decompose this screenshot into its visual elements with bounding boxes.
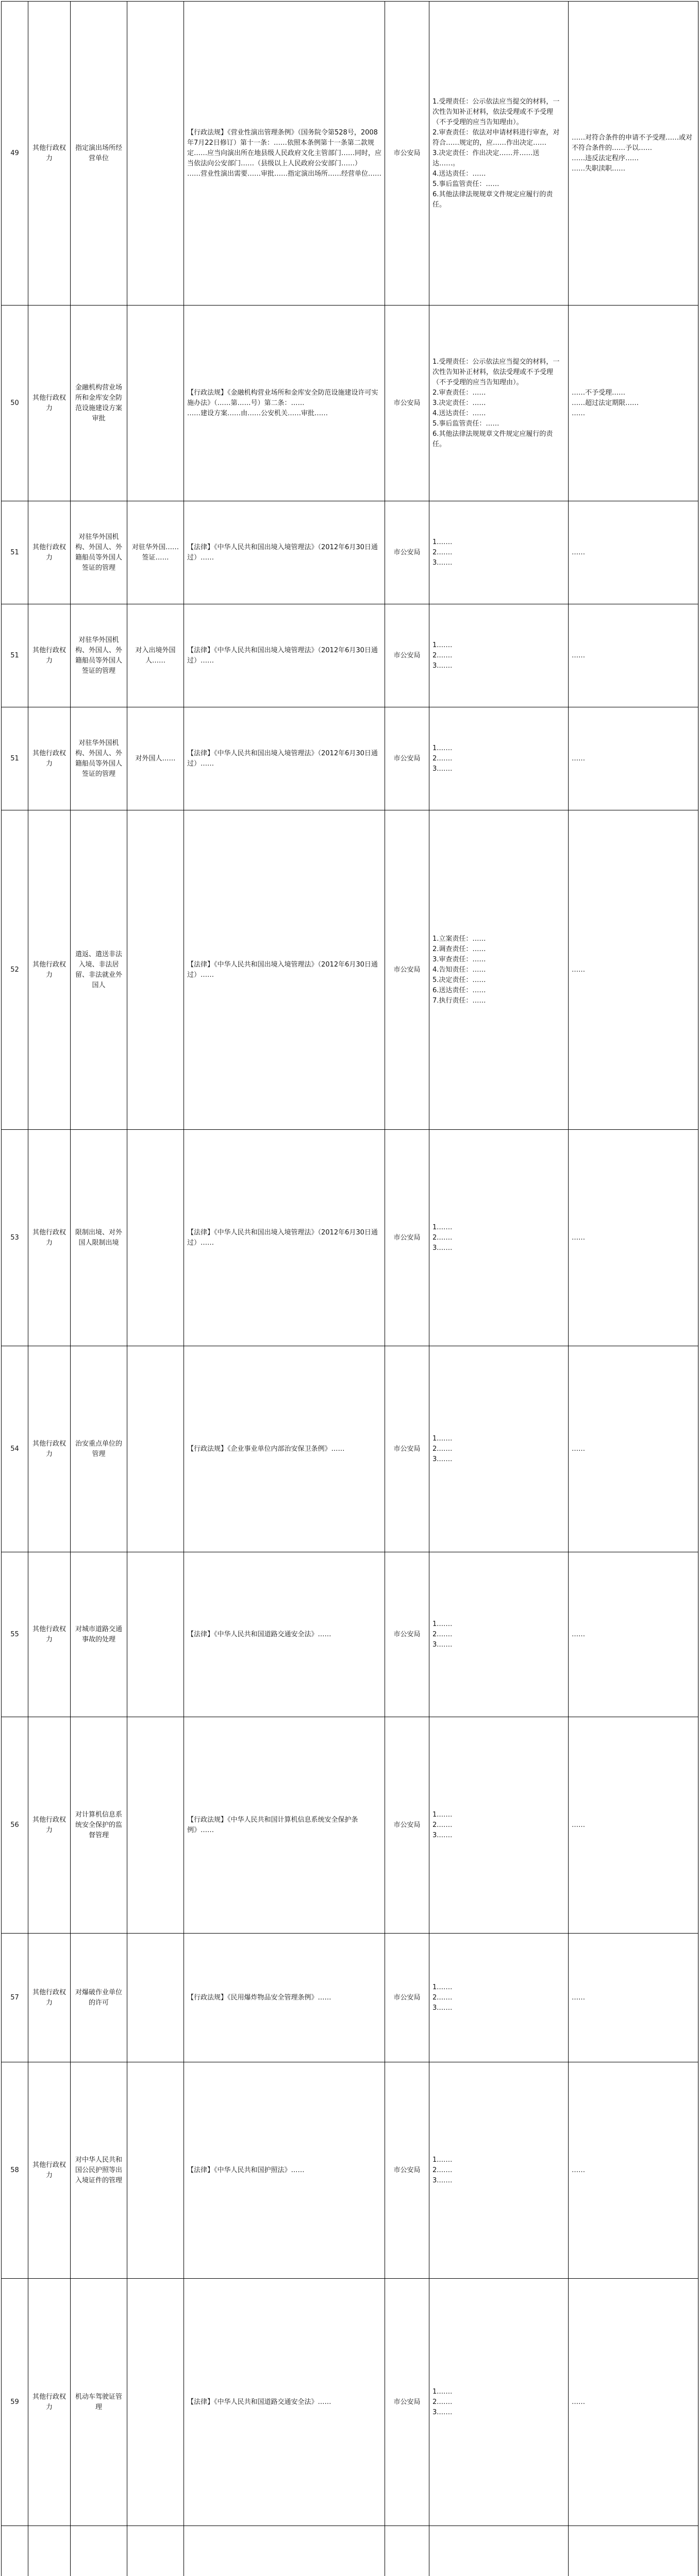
responsibility-cell-line: 3.…… — [432, 1244, 453, 1252]
power-name-cell — [71, 2526, 127, 2576]
responsibility-cell-line: 1.受理责任：公示依法应当提交的材料，一次性告知补正材料，依法受理或不予受理（不予受理的应当告知理由）。 — [432, 97, 560, 126]
legal-basis-cell — [184, 2279, 385, 2526]
responsibility-cell-line: 1.…… — [432, 2156, 453, 2164]
sub-item-cell — [127, 810, 184, 1130]
legal-basis-cell-line: 【行政法规】《民用爆炸物品安全管理条例》…… — [187, 1993, 331, 2002]
accountability-cell — [569, 306, 698, 501]
sub-item-cell — [127, 1934, 184, 2062]
responsibility-cell-line: 2.…… — [432, 2398, 453, 2406]
responsibility-cell-line: 1.…… — [432, 744, 453, 752]
power-name-cell: 指定演出场所经营单位 — [71, 2, 127, 306]
legal-basis-cell-line: 【法律】《中华人民共和国道路交通安全法》…… — [187, 2398, 331, 2406]
responsibility-cell-line: 3.决定责任：作出决定……并……送达……。 — [432, 149, 540, 167]
table-row — [2, 707, 698, 810]
responsibility-cell-line: 2.…… — [432, 1233, 453, 1242]
table-row — [2, 2062, 698, 2279]
table-row — [2, 1346, 698, 1552]
table-row — [2, 604, 698, 707]
responsibility-cell-line: 2.调查责任：…… — [432, 945, 486, 953]
power-type-cell: 其他行政权力 — [28, 810, 71, 1130]
responsibility-cell-line: 6.送达责任：…… — [432, 986, 486, 994]
responsibility-cell — [429, 1717, 569, 1934]
department-cell: 市公安局 — [385, 1346, 429, 1552]
accountability-cell — [569, 1552, 698, 1717]
power-name-cell: 机动车驾驶证管理 — [71, 2279, 127, 2526]
sub-item-cell — [127, 2279, 184, 2526]
responsibility-cell-line: 4.送达责任：…… — [432, 409, 486, 417]
responsibility-cell — [429, 1346, 569, 1552]
responsibility-cell-line: 2.…… — [432, 1445, 453, 1453]
table-row — [2, 1717, 698, 1934]
sub-item-cell — [127, 306, 184, 501]
legal-basis-cell-line: 【行政法规】《企业事业单位内部治安保卫条例》…… — [187, 1445, 345, 1453]
responsibility-cell-line: 2.审查责任：…… — [432, 388, 486, 397]
accountability-cell — [569, 2062, 698, 2279]
row-number-cell: 49 — [2, 2, 28, 306]
responsibility-cell-line: 1.受理责任：公示依法应当提交的材料，一次性告知补正材料，依法受理或不予受理（不予受理的应当告知理由）。 — [432, 358, 560, 386]
responsibility-cell — [429, 306, 569, 501]
responsibility-cell-line: 1.…… — [432, 538, 453, 546]
power-name-cell: 遣返、遣送非法入境、非法居留、非法就业外国人 — [71, 810, 127, 1130]
power-name-cell: 治安重点单位的管理 — [71, 1346, 127, 1552]
accountability-cell — [569, 2279, 698, 2526]
legal-basis-cell-line: 【行政法规】《营业性演出管理条例》（国务院令第528号，2008年7月22日修订）第十一条：……依照本条例第十一条第二款规定……应当向演出所在地县级人民政府文化主管部门……同时，应当依法向公安部门……（县级以上人民政府公安部门……） — [187, 128, 382, 167]
accountability-cell-line: ……对符合条件的申请不予受理……或对不符合条件的……予以…… — [572, 133, 693, 152]
responsibility-cell-line: 3.…… — [432, 2004, 453, 2012]
legal-basis-cell — [184, 306, 385, 501]
table-row — [2, 1130, 698, 1346]
accountability-cell-line: …… — [572, 965, 585, 974]
legal-basis-cell — [184, 2, 385, 306]
legal-basis-cell-line: 【法律】《中华人民共和国道路交通安全法》…… — [187, 1630, 331, 1638]
accountability-cell-line: …… — [572, 1445, 585, 1453]
power-type-cell: 其他行政权力 — [28, 707, 71, 810]
row-number-cell: 51 — [2, 707, 28, 810]
responsibility-cell-line: 1.…… — [432, 641, 453, 649]
power-type-cell: 其他行政权力 — [28, 2279, 71, 2526]
department-cell: 市公安局 — [385, 2062, 429, 2279]
accountability-cell — [569, 2, 698, 306]
responsibility-cell-line: 2.审查责任：依法对申请材料进行审查，对符合……规定的，应……作出决定…… — [432, 128, 560, 147]
power-type-cell: 其他行政权力 — [28, 1346, 71, 1552]
sub-item-cell: 对驻华外国……签证…… — [127, 501, 184, 604]
responsibility-cell-line: 1.…… — [432, 2387, 453, 2396]
power-list-table — [1, 1, 698, 2576]
power-type-cell: 其他行政权力 — [28, 604, 71, 707]
power-type-cell: 其他行政权力 — [28, 2, 71, 306]
legal-basis-cell-line: 【行政法规】《金融机构营业场所和金库安全防范设施建设许可实施办法》（……第……号）第二条：…… — [187, 388, 378, 407]
responsibility-cell — [429, 1552, 569, 1717]
department-cell: 市公安局 — [385, 501, 429, 604]
accountability-cell-line: …… — [572, 548, 585, 556]
power-type-cell — [28, 2526, 71, 2576]
responsibility-cell-line: 2.…… — [432, 548, 453, 556]
responsibility-cell-line: 3.审查责任：…… — [432, 955, 486, 963]
accountability-cell-line: …… — [572, 409, 585, 417]
responsibility-cell — [429, 810, 569, 1130]
legal-basis-cell-line: 【法律】《中华人民共和国出境入境管理法》（2012年6月30日通过）…… — [187, 646, 378, 665]
responsibility-cell-line: 3.…… — [432, 662, 453, 670]
legal-basis-cell — [184, 810, 385, 1130]
department-cell: 市公安局 — [385, 1552, 429, 1717]
legal-basis-cell — [184, 707, 385, 810]
power-type-cell: 其他行政权力 — [28, 2062, 71, 2279]
row-number-cell — [2, 2526, 28, 2576]
power-name-cell: 对驻华外国机构、外国人、外籍船员等外国人签证的管理 — [71, 707, 127, 810]
responsibility-cell-line: 3.…… — [432, 2408, 453, 2416]
legal-basis-cell — [184, 1934, 385, 2062]
accountability-cell — [569, 1346, 698, 1552]
department-cell: 市公安局 — [385, 306, 429, 501]
department-cell: 市公安局 — [385, 604, 429, 707]
accountability-cell — [569, 707, 698, 810]
responsibility-cell-line: 6.其他法律法规规章文件规定应履行的责任。 — [432, 430, 553, 448]
table-row — [2, 1934, 698, 2062]
accountability-cell — [569, 1130, 698, 1346]
responsibility-cell-line: 4.告知责任：…… — [432, 965, 486, 974]
responsibility-cell-line: 1.…… — [432, 1620, 453, 1628]
responsibility-cell — [429, 2279, 569, 2526]
accountability-cell-line: …… — [572, 651, 585, 659]
table-row — [2, 1552, 698, 1717]
responsibility-cell-line: 2.…… — [432, 1821, 453, 1829]
responsibility-cell-line: 2.…… — [432, 2166, 453, 2174]
power-type-cell: 其他行政权力 — [28, 501, 71, 604]
department-cell — [385, 2526, 429, 2576]
row-number-cell: 58 — [2, 2062, 28, 2279]
legal-basis-cell — [184, 2526, 385, 2576]
accountability-cell-line: …… — [572, 1821, 585, 1829]
department-cell: 市公安局 — [385, 810, 429, 1130]
sub-item-cell — [127, 1717, 184, 1934]
table-row — [2, 2, 698, 306]
accountability-cell — [569, 810, 698, 1130]
department-cell: 市公安局 — [385, 2, 429, 306]
sub-item-cell — [127, 1130, 184, 1346]
responsibility-cell-line: 3.…… — [432, 1640, 453, 1649]
department-cell: 市公安局 — [385, 2279, 429, 2526]
accountability-cell-line: ……违反法定程序…… — [572, 154, 639, 162]
power-type-cell: 其他行政权力 — [28, 1552, 71, 1717]
sub-item-cell — [127, 1552, 184, 1717]
accountability-cell — [569, 501, 698, 604]
responsibility-cell — [429, 1934, 569, 2062]
accountability-cell — [569, 604, 698, 707]
sub-item-cell — [127, 2526, 184, 2576]
power-type-cell: 其他行政权力 — [28, 1717, 71, 1934]
responsibility-cell-line: 1.…… — [432, 1983, 453, 1991]
responsibility-cell-line: 2.…… — [432, 1993, 453, 2002]
department-cell: 市公安局 — [385, 1934, 429, 2062]
table-row — [2, 501, 698, 604]
legal-basis-cell — [184, 2062, 385, 2279]
power-type-cell: 其他行政权力 — [28, 1934, 71, 2062]
responsibility-cell-line: 2.…… — [432, 1630, 453, 1638]
responsibility-cell-line: 3.…… — [432, 558, 453, 567]
power-name-cell: 对驻华外国机构、外国人、外籍船员等外国人签证的管理 — [71, 501, 127, 604]
row-number-cell: 55 — [2, 1552, 28, 1717]
sub-item-cell: 对外国人…… — [127, 707, 184, 810]
power-type-cell: 其他行政权力 — [28, 1130, 71, 1346]
row-number-cell: 54 — [2, 1346, 28, 1552]
legal-basis-cell — [184, 1346, 385, 1552]
responsibility-cell-line: 3.…… — [432, 765, 453, 773]
legal-basis-cell-line: 【行政法规】《中华人民共和国计算机信息系统安全保护条例》…… — [187, 1816, 358, 1834]
accountability-cell-line: …… — [572, 1630, 585, 1638]
legal-basis-cell-line: 【法律】《中华人民共和国出境入境管理法》（2012年6月30日通过）…… — [187, 960, 378, 979]
responsibility-cell-line: 3.…… — [432, 1831, 453, 1839]
accountability-cell — [569, 2526, 698, 2576]
table-row — [2, 2279, 698, 2526]
responsibility-cell-line: 5.事后监管责任：…… — [432, 180, 500, 188]
department-cell: 市公安局 — [385, 707, 429, 810]
responsibility-cell-line: 4.送达责任：…… — [432, 170, 486, 178]
responsibility-cell-line: 3.…… — [432, 2176, 453, 2184]
responsibility-cell-line: 7.执行责任：…… — [432, 996, 486, 1005]
table-row — [2, 306, 698, 501]
legal-basis-cell-line: 【法律】《中华人民共和国护照法》…… — [187, 2166, 305, 2174]
responsibility-cell-line: 1.…… — [432, 1434, 453, 1443]
row-number-cell: 52 — [2, 810, 28, 1130]
table-row — [2, 2526, 698, 2576]
accountability-cell-line: …… — [572, 2398, 585, 2406]
responsibility-cell — [429, 2, 569, 306]
responsibility-cell — [429, 2526, 569, 2576]
legal-basis-cell-line: 【法律】《中华人民共和国出境入境管理法》（2012年6月30日通过）…… — [187, 1228, 378, 1247]
legal-basis-cell — [184, 501, 385, 604]
accountability-cell-line: ……不予受理…… — [572, 388, 626, 397]
row-number-cell: 59 — [2, 2279, 28, 2526]
responsibility-cell-line: 1.…… — [432, 1223, 453, 1231]
legal-basis-cell — [184, 604, 385, 707]
row-number-cell: 50 — [2, 306, 28, 501]
sub-item-cell — [127, 1346, 184, 1552]
row-number-cell: 51 — [2, 604, 28, 707]
power-name-cell: 金融机构营业场所和金库安全防范设施建设方案审批 — [71, 306, 127, 501]
legal-basis-cell-line: ……营业性演出需要……审批……指定演出场所……经营单位…… — [187, 170, 382, 178]
row-number-cell: 56 — [2, 1717, 28, 1934]
power-name-cell: 对中华人民共和国公民护照等出入境证件的管理 — [71, 2062, 127, 2279]
row-number-cell: 53 — [2, 1130, 28, 1346]
legal-basis-cell-line: 【法律】《中华人民共和国出境入境管理法》（2012年6月30日通过）…… — [187, 749, 378, 768]
responsibility-cell — [429, 2062, 569, 2279]
row-number-cell: 57 — [2, 1934, 28, 2062]
accountability-cell-line: …… — [572, 1233, 585, 1242]
responsibility-cell — [429, 604, 569, 707]
accountability-cell-line: …… — [572, 1993, 585, 2002]
legal-basis-cell — [184, 1552, 385, 1717]
accountability-cell-line: ……失职渎职…… — [572, 164, 626, 173]
power-name-cell: 对驻华外国机构、外国人、外籍船员等外国人签证的管理 — [71, 604, 127, 707]
sub-item-cell — [127, 2, 184, 306]
responsibility-cell-line: 3.…… — [432, 1455, 453, 1463]
responsibility-cell-line: 1.…… — [432, 1810, 453, 1819]
power-name-cell: 限制出境、对外国人限制出境 — [71, 1130, 127, 1346]
responsibility-cell-line: 2.…… — [432, 754, 453, 762]
department-cell: 市公安局 — [385, 1130, 429, 1346]
legal-basis-cell-line: ……建设方案……由……公安机关……审批…… — [187, 409, 328, 417]
responsibility-cell-line: 3.决定责任：…… — [432, 399, 486, 407]
accountability-cell — [569, 1717, 698, 1934]
accountability-cell-line: …… — [572, 2166, 585, 2174]
responsibility-cell-line: 5.决定责任：…… — [432, 976, 486, 984]
legal-basis-cell-line: 【法律】《中华人民共和国出境入境管理法》（2012年6月30日通过）…… — [187, 543, 378, 562]
row-number-cell: 51 — [2, 501, 28, 604]
responsibility-cell-line: 1.立案责任：…… — [432, 935, 486, 943]
table-row — [2, 810, 698, 1130]
sub-item-cell: 对入出境外国人…… — [127, 604, 184, 707]
responsibility-cell — [429, 1130, 569, 1346]
power-name-cell: 对爆破作业单位的许可 — [71, 1934, 127, 2062]
power-type-cell: 其他行政权力 — [28, 306, 71, 501]
responsibility-cell — [429, 501, 569, 604]
responsibility-cell-line: 5.事后监管责任：…… — [432, 419, 500, 428]
department-cell: 市公安局 — [385, 1717, 429, 1934]
responsibility-cell — [429, 707, 569, 810]
accountability-cell-line: ……超过法定期限…… — [572, 399, 639, 407]
power-name-cell: 对计算机信息系统安全保护的监督管理 — [71, 1717, 127, 1934]
accountability-cell-line: …… — [572, 754, 585, 762]
legal-basis-cell — [184, 1717, 385, 1934]
responsibility-cell-line: 2.…… — [432, 651, 453, 659]
legal-basis-cell — [184, 1130, 385, 1346]
sub-item-cell — [127, 2062, 184, 2279]
accountability-cell — [569, 1934, 698, 2062]
power-name-cell: 对城市道路交通事故的处理 — [71, 1552, 127, 1717]
responsibility-cell-line: 6.其他法律法规规章文件规定应履行的责任。 — [432, 190, 553, 209]
